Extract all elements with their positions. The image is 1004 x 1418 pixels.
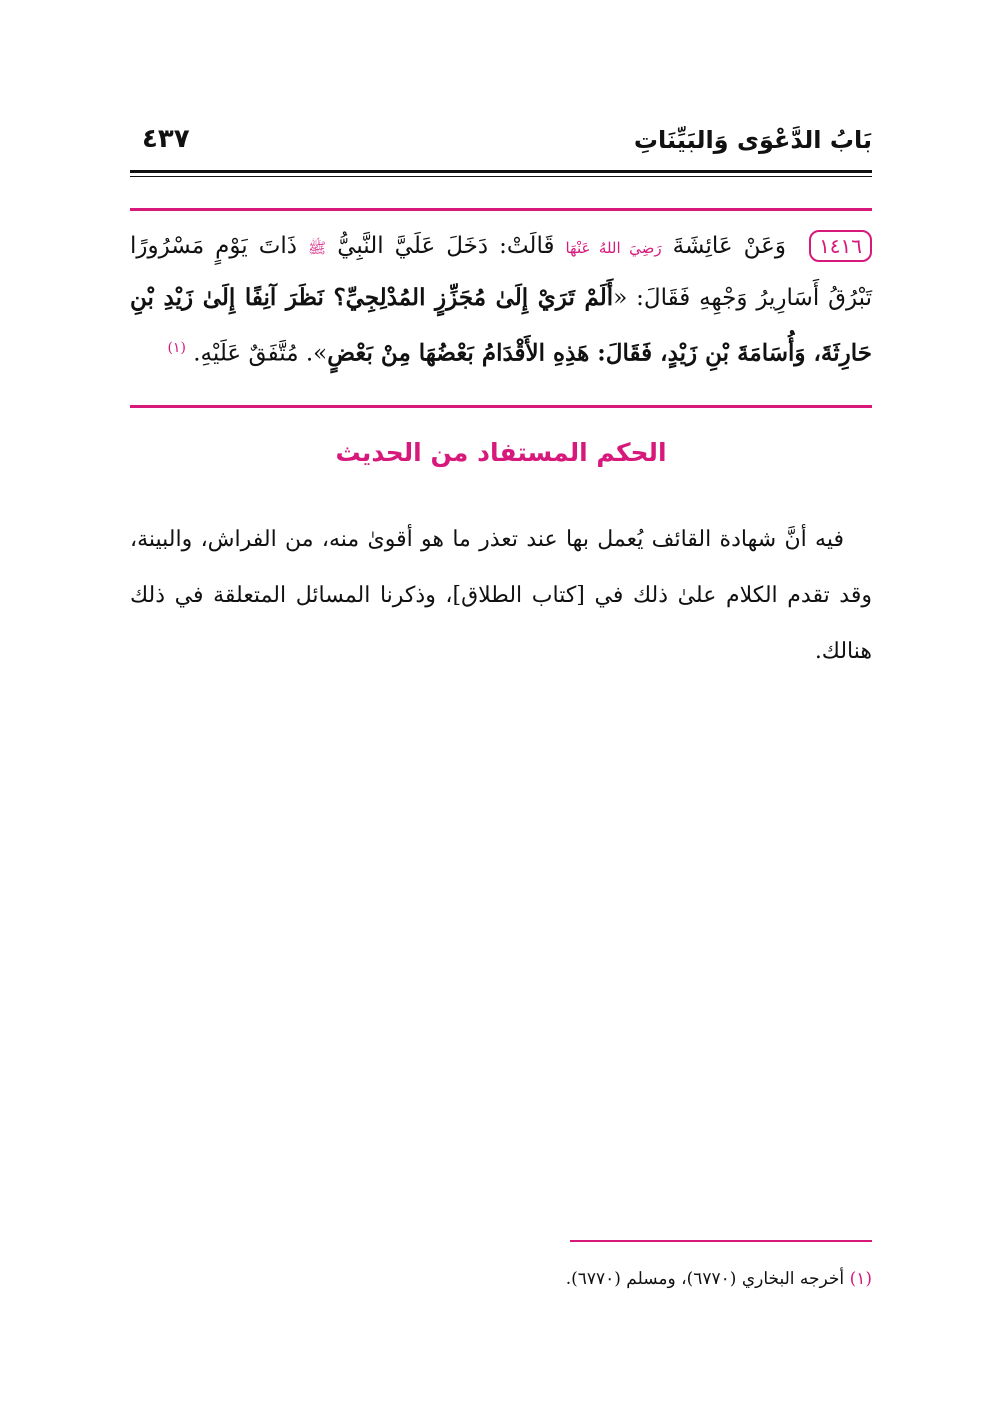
section-heading: الحكم المستفاد من الحديث <box>335 438 667 467</box>
hadith-text-1: قَالَتْ: دَخَلَ عَلَيَّ النَّبِيُّ <box>337 233 555 259</box>
hadith-intro: وَعَنْ عَائِشَةَ <box>672 233 787 259</box>
footnote <box>130 1266 872 1292</box>
footnote-rule <box>570 1240 872 1242</box>
honorific-prophet: ﷺ <box>308 239 327 257</box>
hadith-number-badge: ١٤١٦ <box>809 230 872 262</box>
footnote-reference: (١) <box>167 340 186 356</box>
hadith-closing: ». مُتَّفَقٌ عَلَيْهِ. <box>193 340 328 367</box>
header-rule-thick <box>130 170 872 173</box>
hadith-text-2: ذَاتَ يَوْمٍ مَسْرُورًا تَبْرُقُ أَسَارِيرُ وَجْهِهِ فَقَالَ: « <box>130 233 872 311</box>
page-title: بَابُ الدَّعْوَى وَالبَيِّنَاتِ <box>633 126 872 154</box>
footnote-number: (١) <box>849 1269 872 1289</box>
prophet-words: أَلَمْ تَرَيْ إِلَىٰ مُجَزِّزٍ المُدْلِجِيِّ؟ نَظَرَ آنِفًا إِلَىٰ زَيْدِ بْنِ حَارِثَةَ، وَأُسَامَةَ بْنِ زَيْدٍ، فَقَالَ: هَذِهِ الأَقْدَامُ بَعْضُهَا مِنْ بَعْضٍ <box>130 284 872 367</box>
honorific-aisha: رَضِيَ اللهُ عَنْهَا <box>565 239 662 257</box>
header-rule-thin <box>130 176 872 177</box>
hadith-block <box>130 208 872 408</box>
page-number: ٤٣٧ <box>142 124 190 154</box>
section-body: فيه أنَّ شهادة القائف يُعمل بها عند تعذر ما هو أقوىٰ منه، من الفراش، والبينة، وقد تقدم الكلام علىٰ ذلك في [كتاب الطلاق]، وذكرنا المسائل المتعلقة في ذلك هنالك. <box>130 527 872 664</box>
footnote-text: أخرجه البخاري (٦٧٧٠)، ومسلم (٦٧٧٠). <box>565 1269 845 1289</box>
